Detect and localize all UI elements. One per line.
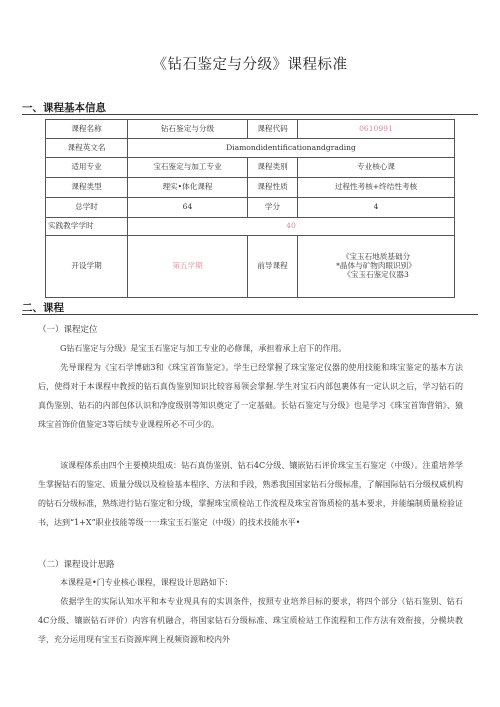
paragraph-text: G钻石鉴定与分级》是宝玉石鉴定与加工专业的必修课，承担着承上启下的作用。 bbox=[60, 344, 347, 353]
table-row bbox=[46, 158, 455, 178]
prerequisite-line: 《宝玉石鉴定仪器3 bbox=[343, 269, 409, 279]
paragraph bbox=[38, 339, 463, 358]
cell-label: 前导课程 bbox=[248, 236, 298, 298]
paragraph-text: 依据学生的实际认知水平和本专业现具有的实训条件，按照专业培养目标的要求，将四个部分（钻石鉴别、钻石4C分级、镶嵌钻石评价）内容有机融合，将国家钻石分级标准、珠宝质检站工作流程和工作方法有效衔接，分模块教学，充分运用现有宝玉石资源库网上视频资源和校内外 bbox=[38, 597, 463, 644]
section-heading-course: 二、课程 bbox=[22, 302, 64, 314]
cell-value: 64 bbox=[128, 198, 248, 218]
cell-value: Diamondidentificationandgrading bbox=[128, 139, 455, 158]
cell-label: 课程名称 bbox=[46, 120, 128, 139]
cell-label: 课程类别 bbox=[248, 158, 298, 178]
cell-label: 课程代码 bbox=[248, 120, 298, 139]
subsection-heading-design: （二）课程设计思路 bbox=[38, 560, 115, 570]
table-row bbox=[46, 139, 455, 158]
paragraph bbox=[38, 456, 463, 532]
cell-value: 过程性考核+终结性考核 bbox=[298, 178, 455, 198]
table-row bbox=[46, 218, 455, 236]
table-row bbox=[46, 236, 455, 298]
cell-value-prerequisites bbox=[298, 236, 455, 298]
table-row bbox=[46, 178, 455, 198]
cell-label: 开设学期 bbox=[46, 236, 128, 298]
table-row bbox=[46, 120, 455, 139]
cell-value: 专业核心课 bbox=[298, 158, 455, 178]
prerequisite-line: 《宝玉石地质基础分 bbox=[341, 252, 411, 262]
cell-value: 4 bbox=[298, 198, 455, 218]
section-heading-basic-info: 一、课程基本信息 bbox=[22, 102, 106, 114]
cell-value: 宝石鉴定与加工专业 bbox=[128, 158, 248, 178]
cell-value: 理实•体化课程 bbox=[128, 178, 248, 198]
cell-value: 钻石鉴定与分级 bbox=[128, 120, 248, 139]
cell-label: 课程类型 bbox=[46, 178, 128, 198]
cell-label: 学分 bbox=[248, 198, 298, 218]
paragraph-text: 先导课程为《宝石学博础3和《珠宝首饰鉴定》。学生已经掌握了珠宝鉴定仪器的使用技能和珠宝鉴定的基本方法后，使得对于本课程中教授的钻石真伪鉴别知识比较容易领会掌握.学生对宝石内部包裹体有一定认识之后，学习钻石的真伪鉴别、钻石的内部包体认识和净度级别等知识奠定了一定基础。长钻石鉴定与分级》也是学习《珠宝首饰营销》、猿珠宝首饰价值鉴定3等后续专业课程所必不可少的。 bbox=[38, 363, 463, 429]
document-title: 《钻石鉴定与分级》课程标准 bbox=[152, 57, 348, 73]
paragraph bbox=[38, 592, 463, 649]
paragraph-text: 该课程体系由四个主要模块组成：钻石真伪鉴别、钻石4C分级、镶嵌钻石评价珠宝玉石鉴定（中级）。注重培养学生掌握钻石的鉴定、质量分级以及检验基本程序、方法和手段，熟悉我国国家钻石分级标准，了解国际钻石分级权威机构的钻石分级标准，熟练进行钻石鉴定和分级，掌握珠宝质检站工作流程及珠宝首饰质检的基本要求，并能编制质量检验证书，达到“1+X”职业技能等级一一珠宝玉石鉴定（中级）的技术技能水平• bbox=[38, 461, 463, 527]
course-info-table bbox=[45, 119, 455, 298]
paragraph-text: 本课程是•门专业核心课程，课程设计思路如下： bbox=[60, 578, 233, 587]
cell-value-practice-hours: 40 bbox=[128, 218, 455, 236]
section-rule bbox=[22, 314, 478, 315]
cell-label: 适用专业 bbox=[46, 158, 128, 178]
cell-label: 实践教学学时 bbox=[46, 218, 128, 236]
cell-value-semester: 第五学期 bbox=[128, 236, 248, 298]
cell-label: 课程英文名 bbox=[46, 139, 128, 158]
paragraph bbox=[38, 358, 463, 434]
paragraph bbox=[38, 573, 463, 592]
cell-label: 总学时 bbox=[46, 198, 128, 218]
table-row bbox=[46, 198, 455, 218]
cell-value-course-code: 0610991 bbox=[298, 120, 455, 139]
cell-label: 课程性质 bbox=[248, 178, 298, 198]
prerequisite-line: *晶体与矿物肉眼识别》 bbox=[336, 261, 416, 271]
subsection-heading-positioning: （一）课程定位 bbox=[38, 325, 98, 335]
section-rule bbox=[22, 114, 478, 115]
